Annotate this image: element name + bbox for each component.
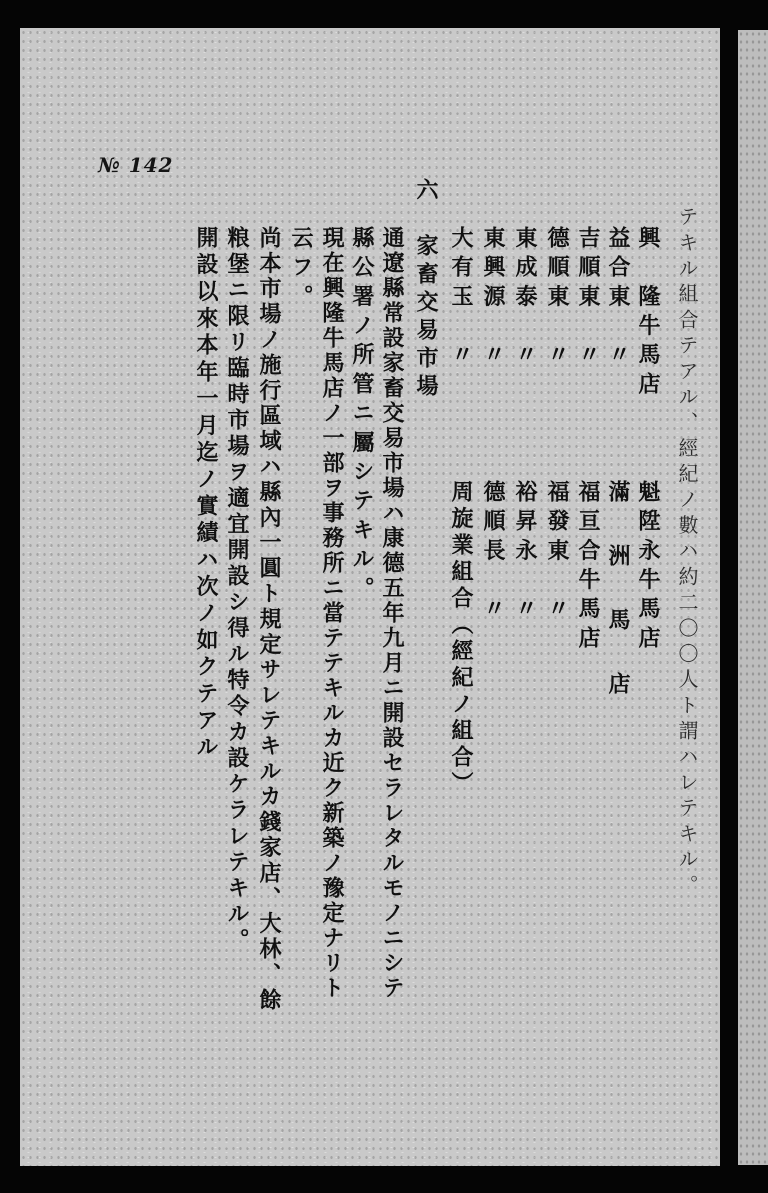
store-name-2: 魁陞永牛馬店 (635, 480, 661, 656)
text-column-1: テキル組合テアル、經紀ノ數ハ約二〇〇人ト謂ハレテキル。 (675, 206, 699, 900)
store-name-1: 興 隆牛馬店 (635, 226, 661, 402)
body-column-5: 尚本市場ノ施行區域ハ縣內一圓ト規定サレテキルカ錢家店、大林、餘 (256, 226, 282, 1014)
body-column-1: 通遼縣常設家畜交易市場ハ康德五年九月ニ開設セラレタルモノニシテ (379, 226, 405, 1001)
body-column-3: 現在興隆牛馬店ノ一部ヲ事務所ニ當テテキルカ近ク新築ノ豫定ナリト (319, 226, 345, 1001)
body-column-4: 云フ。 (288, 226, 314, 314)
association-name: 周旋業組合（經紀ノ組合） (448, 480, 474, 798)
document-page (20, 28, 720, 1166)
store-name-11: 東興源 〃 (480, 226, 506, 372)
store-name-12: 德順長 〃 (480, 480, 506, 626)
store-name-10: 裕昇永 〃 (512, 480, 538, 626)
store-name-8: 福發東 〃 (544, 480, 570, 626)
store-name-6: 福亘合牛馬店 (575, 480, 601, 656)
store-name-5: 吉順東 〃 (575, 226, 601, 372)
store-name-9: 東成泰 〃 (512, 226, 538, 372)
body-column-7: 開設以來本年一月迄ノ實績ハ次ノ如クテアル (193, 226, 219, 762)
page-number: № 142 (98, 153, 174, 177)
store-name-4: 滿 洲 馬 店 (605, 480, 631, 704)
store-name-7: 德順東 〃 (544, 226, 570, 372)
section-heading: 六 家畜交易市場 (413, 178, 439, 402)
store-name-3: 益合東 〃 (605, 226, 631, 372)
store-name-13: 大有玉 〃 (448, 226, 474, 372)
body-column-6: 粮堡ニ限リ臨時市場ヲ適宜開設シ得ル特令カ設ケラレテキル。 (224, 226, 250, 954)
adjacent-page-edge (738, 30, 768, 1165)
body-column-2: 縣公署ノ所管ニ屬シテキル。 (349, 226, 375, 606)
